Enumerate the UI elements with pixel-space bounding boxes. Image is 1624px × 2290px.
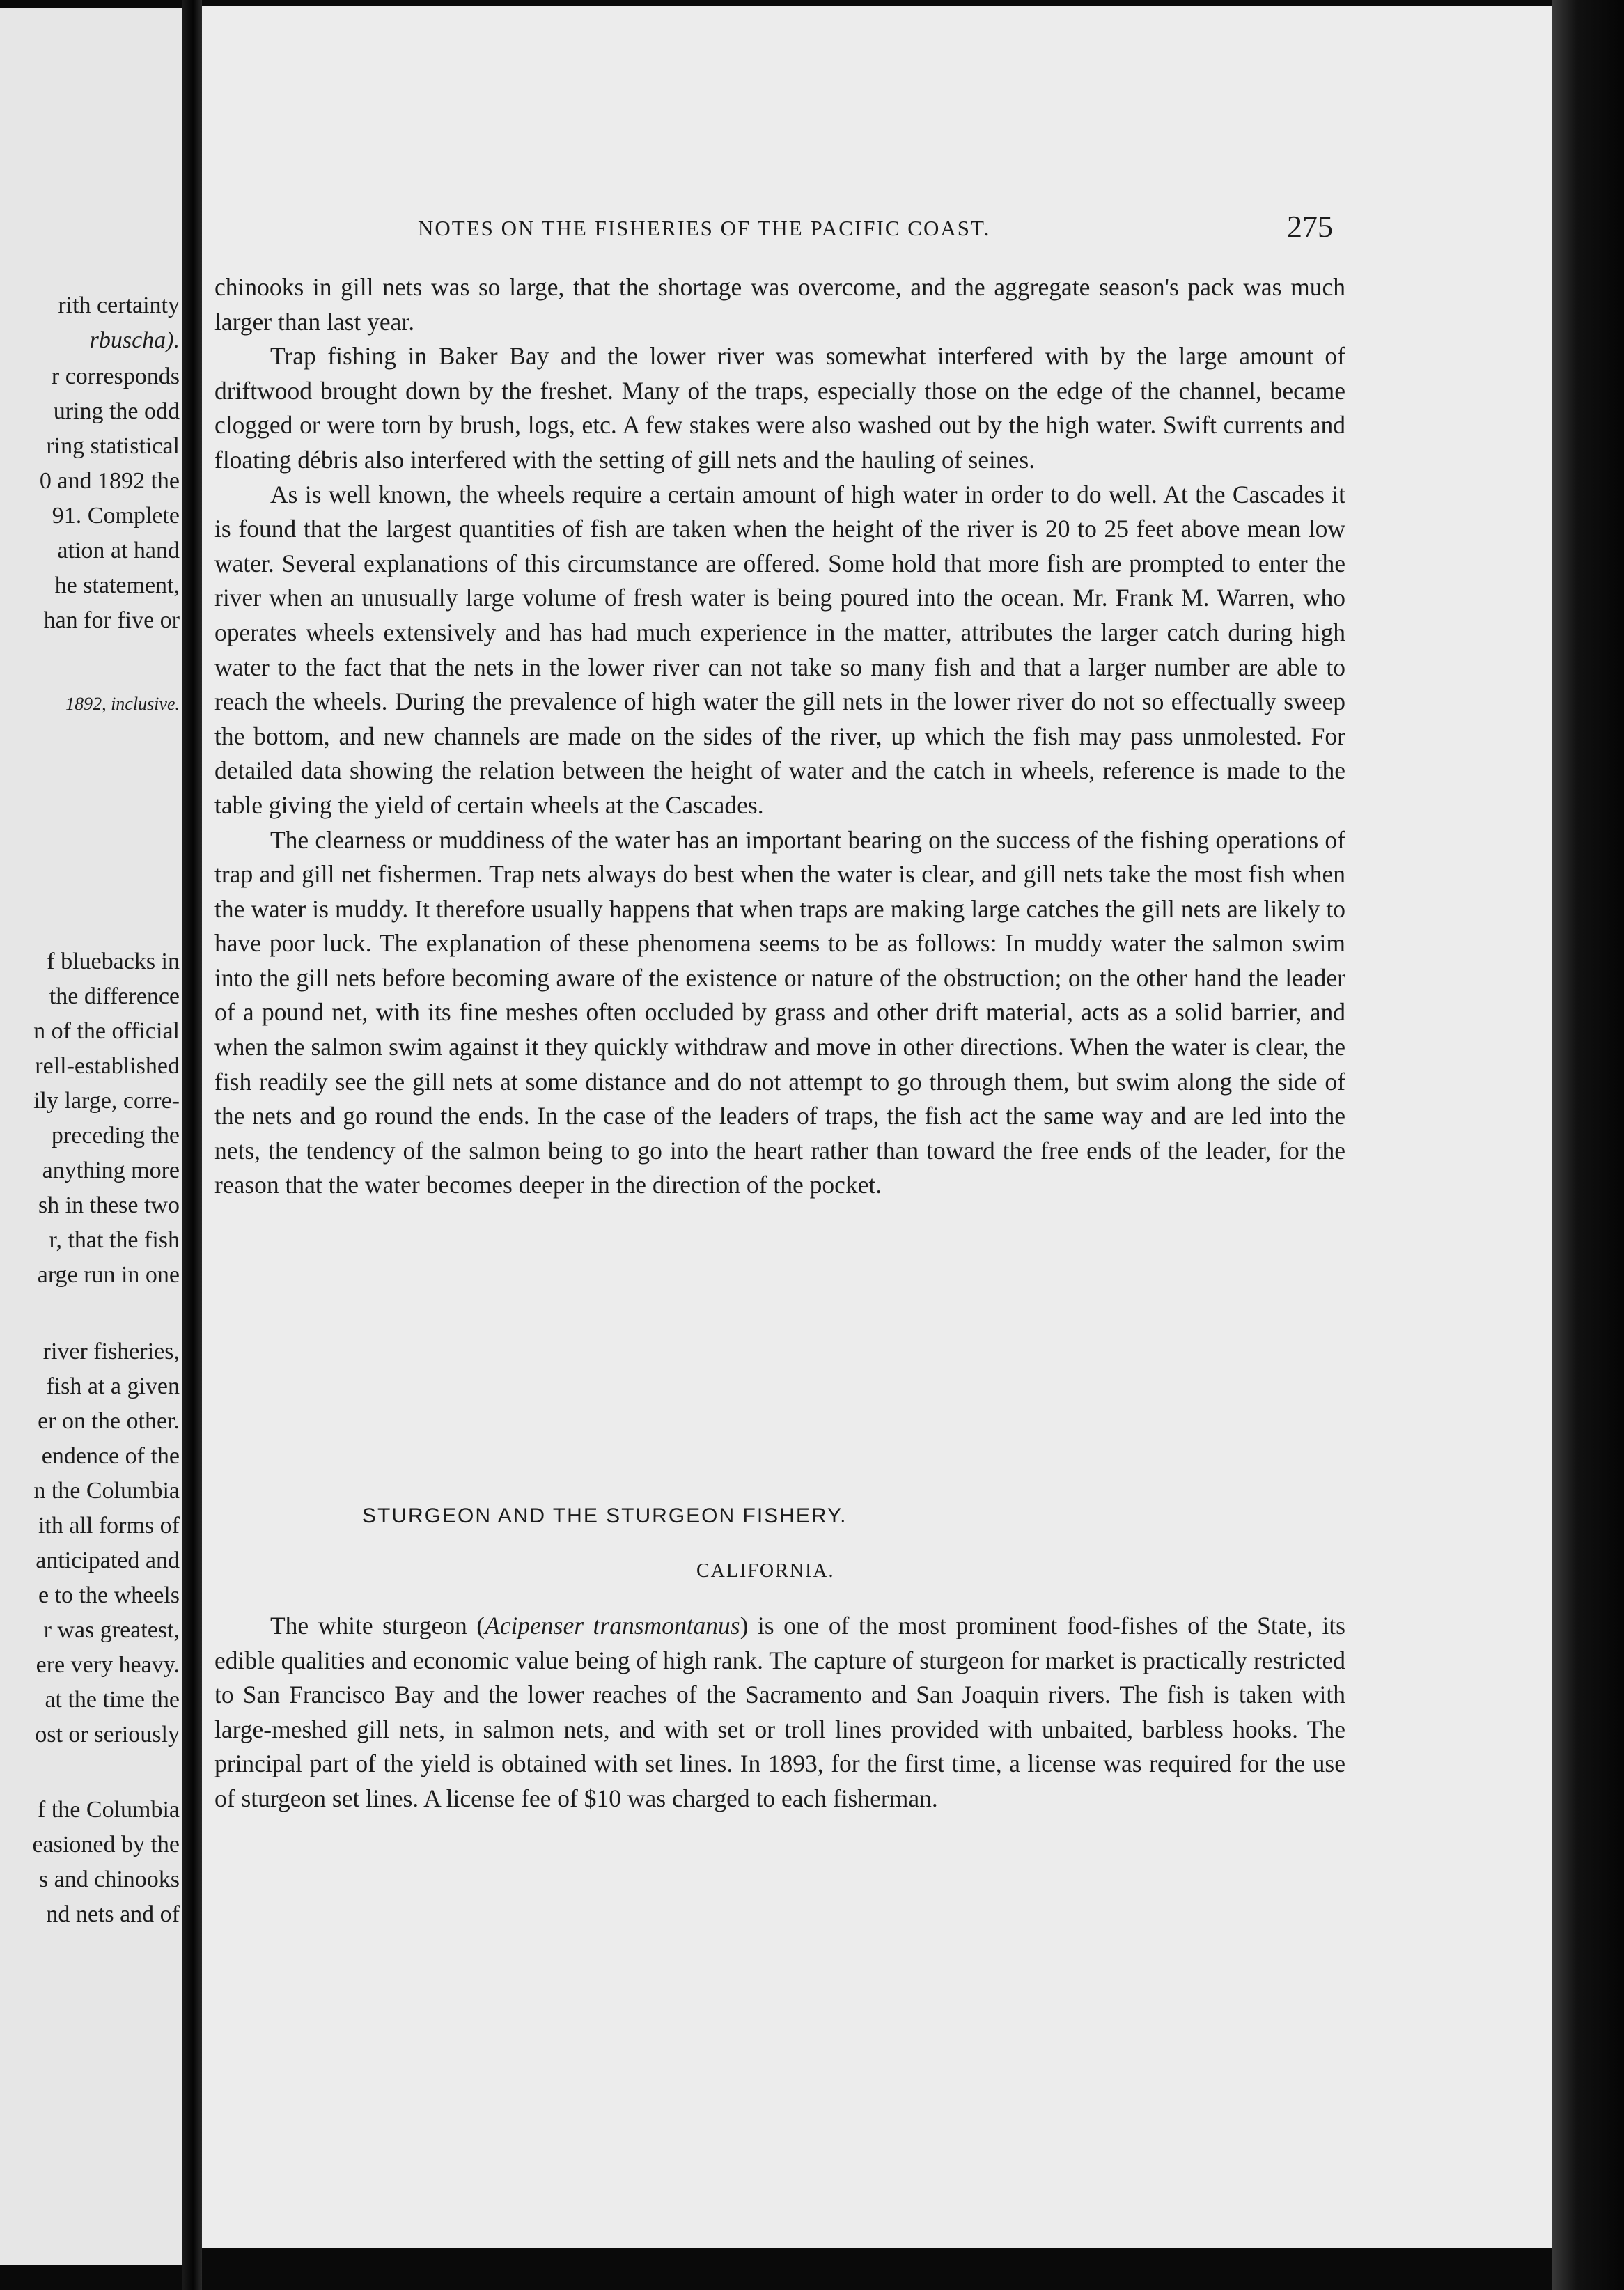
left-page-line: nd nets and of (46, 1901, 180, 1927)
left-page-line: endence of the (41, 1443, 180, 1469)
paragraph: Trap fishing in Baker Bay and the lower river was somewhat interfered with by the large amount of driftwood brought down by the freshet. Many of the traps, especially those on the edge of the channel, became clogged or were torn by brush, logs, etc. A few stakes were also washed out by the high water. Swift currents and floating débris also interfered with the setting of gill nets and the hauling of seines. (214, 342, 1345, 474)
species-name: Acipenser transmontanus (485, 1612, 740, 1639)
left-page-line: arge run in one (37, 1262, 180, 1288)
left-page-line: r corresponds (51, 364, 180, 389)
section-subheading: CALIFORNIA. (696, 1560, 835, 1582)
left-page-line: preceding the (51, 1123, 180, 1148)
left-page-line: rbuscha). (89, 327, 180, 353)
left-page-line: rell-established (35, 1053, 180, 1079)
left-page-line: f bluebacks in (47, 949, 180, 974)
running-header: NOTES ON THE FISHERIES OF THE PACIFIC COAST. (418, 216, 991, 240)
section-body (214, 1609, 1345, 1816)
left-page-line: sh in these two (38, 1192, 180, 1218)
left-page-line: anticipated and (36, 1548, 180, 1573)
left-page-line: 0 and 1892 the (39, 468, 180, 494)
left-page-line: the difference (49, 983, 180, 1009)
body-text (214, 270, 1345, 1203)
left-page-line: n the Columbia (33, 1478, 180, 1504)
left-page (0, 8, 183, 2265)
left-page-line: anything more (42, 1158, 180, 1183)
paragraph: The clearness or muddiness of the water has an important bearing on the success of the fishing operations of trap and gill net fishermen. Trap nets always do best when the water is clear, and gill nets take the most fish when the water is muddy. It therefore usually happens that when traps are making large catches the gill nets are likely to have poor luck. The explanation of these phenomena seems to be as follows: In muddy water the salmon swim into the gill nets before becoming aware of the existence or nature of the obstruction; on the other hand the leader of a pound net, with its fine meshes often occluded by grass and other drift material, acts as a solid barrier, and when the salmon swim against it they quickly withdraw and move in other directions. When the water is clear, the fish readily see the gill nets at some distance and do not attempt to go through them, but swim along the side of the nets and go round the ends. In the case of the leaders of traps, the fish act the same way and are led into the nets, the tendency of the salmon being to go into the heart rather than toward the free ends of the leader, for the reason that the water becomes deeper in the direction of the pocket. (214, 825, 1345, 1199)
page-number: 275 (1287, 210, 1333, 244)
left-page-line: ost or seriously (35, 1722, 180, 1747)
left-page-line: uring the odd (53, 398, 180, 424)
left-page-line: fish at a given (46, 1373, 180, 1399)
book-gutter (182, 0, 202, 2290)
left-page-line: 1892, inclusive. (65, 694, 180, 714)
left-page-line: han for five or (43, 607, 180, 633)
left-page-line: r, that the fish (49, 1227, 180, 1253)
left-page-line: he statement, (54, 572, 180, 598)
left-page-line: rith certainty (58, 293, 180, 318)
left-page-line: river fisheries, (42, 1339, 180, 1364)
paragraph: chinooks in gill nets was so large, that the shortage was overcome, and the aggregate season's pack was much larger than last year. (214, 273, 1345, 336)
left-page-line: easioned by the (32, 1832, 180, 1857)
left-page-line: at the time the (45, 1687, 180, 1713)
left-page-line: f the Columbia (38, 1797, 180, 1823)
paragraph-text: The white sturgeon ( (270, 1612, 485, 1639)
left-page-line: ere very heavy. (36, 1652, 180, 1678)
left-page-line: 91. Complete (52, 503, 180, 529)
paragraph (214, 1609, 1345, 1816)
paragraph: As is well known, the wheels require a certain amount of high water in order to do well. At the Cascades it is found that the largest quantities of fish are taken when the height of the river is 20 to 25 feet above mean low water. Several explanations of this circumstance are offered. Some hold that more fish are prompted to enter the river when an unusually large volume of fresh water is being poured into the ocean. Mr. Frank M. Warren, who operates wheels extensively and has had much experience in the matter, attributes the larger catch during high water to the fact that the nets in the lower river can not take so many fish and that a larger number are able to reach the wheels. During the prevalence of high water the gill nets in the lower river do not so effectually sweep the bottom, and new channels are made on the sides of the river, up which the fish may pass unmolested. For detailed data showing the relation between the height of water and the catch in wheels, reference is made to the table giving the yield of certain wheels at the Cascades. (214, 480, 1345, 819)
left-page-line: er on the other. (38, 1408, 180, 1434)
left-page-line: ring statistical (46, 433, 180, 459)
paragraph-text: ) is one of the most prominent food-fishes of the State, its edible qualities and economic value being of high rank. The capture of sturgeon for market is practically restricted to San Francisco Bay and the lower reaches of the Sacramento and San Joaquin rivers. The fish is taken with large-meshed gill nets, in salmon nets, and with set or troll lines provided with unbaited, barbless hooks. The principal part of the yield is obtained with set lines. In 1893, for the first time, a license was required for the use of sturgeon set lines. A license fee of $10 was charged to each fisherman. (214, 1612, 1346, 1812)
left-page-line: ith all forms of (38, 1513, 180, 1539)
left-page-line: ation at hand (57, 538, 180, 563)
section-heading: STURGEON AND THE STURGEON FISHERY. (362, 1504, 848, 1527)
left-page-line: n of the official (33, 1018, 180, 1044)
page-edge (1552, 0, 1624, 2290)
left-page-line: s and chinooks (38, 1867, 180, 1892)
left-page-line: ily large, corre- (33, 1088, 180, 1114)
left-page-line: e to the wheels (38, 1582, 180, 1608)
left-page-line: r was greatest, (43, 1617, 180, 1643)
